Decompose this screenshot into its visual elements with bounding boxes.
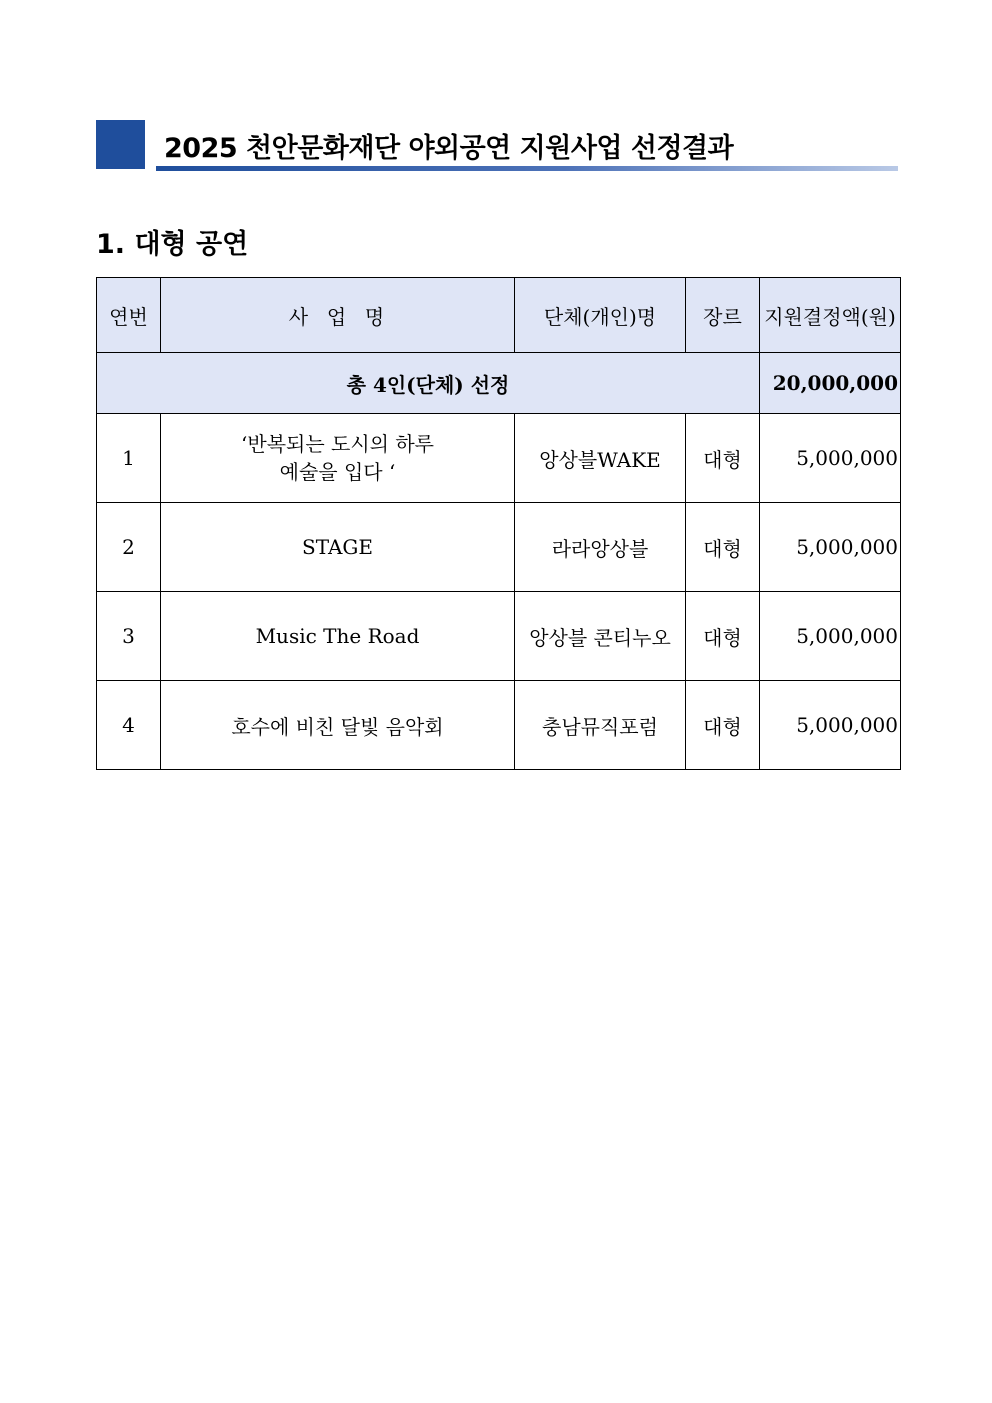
row-project	[161, 414, 515, 503]
row-genre: 대형	[686, 592, 760, 681]
table-header-row	[97, 278, 901, 353]
header-org: 단체(개인)명	[515, 278, 686, 353]
row-amount: 5,000,000	[760, 503, 901, 592]
row-no: 2	[97, 503, 161, 592]
row-no: 1	[97, 414, 161, 503]
header-project	[161, 278, 515, 353]
row-genre: 대형	[686, 414, 760, 503]
row-project-line2: 예술을 입다 ‘	[279, 460, 396, 484]
table-row	[97, 414, 901, 503]
document-title-block	[96, 120, 898, 172]
summary-row	[97, 353, 901, 414]
selection-results-table	[96, 277, 901, 770]
row-project: Music The Road	[161, 592, 515, 681]
document-title: 2025 천안문화재단 야외공연 지원사업 선정결과	[164, 133, 734, 164]
row-no: 4	[97, 681, 161, 770]
table-row	[97, 503, 901, 592]
row-amount: 5,000,000	[760, 592, 901, 681]
row-org: 충남뮤직포럼	[515, 681, 686, 770]
header-amount: 지원결정액(원)	[760, 278, 901, 353]
header-project-label: 사 업 명	[288, 304, 387, 329]
row-org: 앙상블 콘티누오	[515, 592, 686, 681]
row-genre: 대형	[686, 681, 760, 770]
row-project: 호수에 비친 달빛 음악회	[161, 681, 515, 770]
row-org: 라라앙상블	[515, 503, 686, 592]
row-no: 3	[97, 592, 161, 681]
table-row	[97, 592, 901, 681]
header-no: 연번	[97, 278, 161, 353]
table-row	[97, 681, 901, 770]
row-genre: 대형	[686, 503, 760, 592]
row-org: 앙상블WAKE	[515, 414, 686, 503]
row-project-line1: ‘반복되는 도시의 하루	[241, 432, 434, 456]
section-heading: 1. 대형 공연	[96, 229, 249, 260]
header-genre: 장르	[686, 278, 760, 353]
row-amount: 5,000,000	[760, 414, 901, 503]
summary-label: 총 4인(단체) 선정	[97, 353, 760, 414]
title-square-marker	[96, 120, 145, 169]
title-underline	[156, 166, 898, 171]
summary-amount: 20,000,000	[760, 353, 901, 414]
row-amount: 5,000,000	[760, 681, 901, 770]
row-project: STAGE	[161, 503, 515, 592]
